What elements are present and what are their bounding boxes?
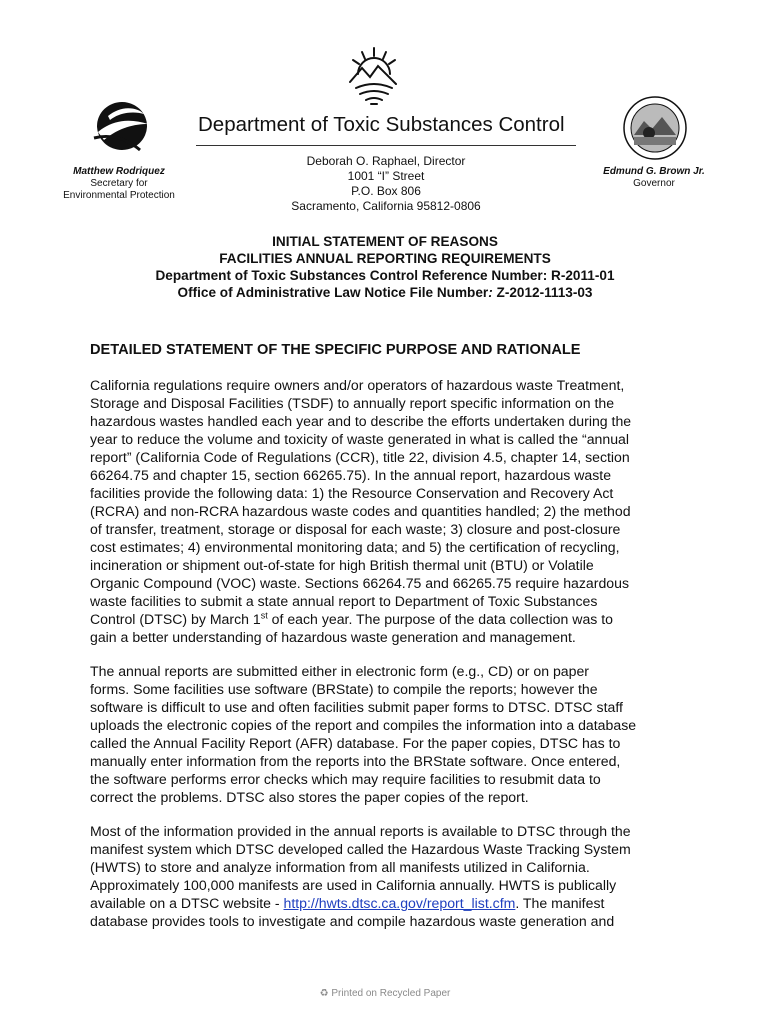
letterhead-divider: [196, 145, 576, 146]
paragraph-line: incineration or shipment out-of-state for high British thermal unit (BTU) or Volatile: [90, 557, 594, 573]
recycled-paper-footer: [280, 988, 490, 999]
heading-line-4: [60, 284, 710, 301]
heading-line-4-colon: :: [488, 285, 493, 300]
paragraph-line: year to reduce the volume and toxicity of waste generated in what is called the “annual: [90, 431, 630, 447]
heading-line-3: Department of Toxic Substances Control Reference Number: R-2011-01: [155, 268, 615, 283]
paragraph-line: correct the problems. DTSC also stores the paper copies of the report.: [90, 789, 529, 805]
paragraph-line: cost estimates; 4) environmental monitoring data; and 5) the certification of recycling,: [90, 539, 620, 555]
california-state-seal-icon: [622, 95, 688, 161]
paragraph-line: uploads the electronic copies of the report and compiles the information into a database: [90, 717, 637, 733]
paragraph-line: Organic Compound (VOC) waste. Sections 66264.75 and 66265.75 require hazardous: [90, 575, 630, 591]
footer-text: Printed on Recycled Paper: [331, 988, 451, 999]
paragraph-line: called the Annual Facility Report (AFR) database. For the paper copies, DTSC has to: [90, 735, 621, 751]
paragraph-line: waste facilities to submit a state annual report to Department of Toxic Substances: [90, 593, 598, 609]
department-name: Department of Toxic Substances Control: [198, 113, 565, 136]
paragraph-line: facilities provide the following data: 1) the Resource Conservation and Recovery Act: [90, 485, 614, 501]
section-title: DETAILED STATEMENT OF THE SPECIFIC PURPOSE AND RATIONALE: [90, 342, 581, 358]
paragraph-1: [90, 376, 690, 646]
governor-block: [584, 166, 724, 190]
document-heading: [60, 233, 710, 301]
secretary-block: [44, 166, 194, 202]
paragraph-line: manually enter information from the reports into the BRState software. Once entered,: [90, 753, 621, 769]
paragraph-line: [90, 610, 690, 628]
heading-line-1: INITIAL STATEMENT OF REASONS: [272, 234, 498, 249]
po-box: P.O. Box 806: [351, 184, 421, 198]
paragraph-line: gain a better understanding of hazardous waste generation and management.: [90, 629, 576, 645]
paragraph-line: hazardous wastes handled each year and to describe the efforts undertaken during the: [90, 413, 632, 429]
governor-title: Governor: [633, 178, 675, 189]
paragraph-3: [90, 822, 690, 930]
paragraph-line: Storage and Disposal Facilities (TSDF) to annually report specific information on the: [90, 395, 615, 411]
paragraph-line: the software performs error checks which may require facilities to resubmit data to: [90, 771, 601, 787]
paragraph-line: software is difficult to use and often facilities submit paper forms to DTSC. DTSC staff: [90, 699, 623, 715]
governor-name: Edmund G. Brown Jr.: [603, 166, 705, 177]
paragraph-line: [90, 894, 690, 912]
city-state-zip: Sacramento, California 95812-0806: [291, 199, 481, 213]
paragraph-line-part: of each year. The purpose of the data collection was to: [267, 611, 614, 627]
secretary-title-line-2: Environmental Protection: [63, 190, 175, 201]
paragraph-line: database provides tools to investigate and compile hazardous waste generation and: [90, 913, 615, 929]
paragraph-line: Approximately 100,000 manifests are used in California annually. HWTS is publically: [90, 877, 617, 893]
hwts-report-link[interactable]: http://hwts.dtsc.ca.gov/report_list.cfm: [283, 895, 516, 911]
paragraph-line-part: available on a DTSC website -: [90, 895, 284, 911]
calepa-logo-icon: [90, 98, 154, 154]
street-address: 1001 “I” Street: [347, 169, 425, 183]
recycle-icon: ♻: [319, 988, 329, 999]
paragraph-line: California regulations require owners and/or operators of hazardous waste Treatment,: [90, 377, 625, 393]
paragraph-line-part: Control (DTSC) by March 1: [90, 611, 261, 627]
paragraph-line: of transfer, treatment, storage or disposal for each waste; 3) closure and post-closure: [90, 521, 621, 537]
paragraph-line: (HWTS) to store and analyze information from all manifests utilized in California.: [90, 859, 590, 875]
secretary-name: Matthew Rodriquez: [73, 166, 165, 177]
paragraph-line: manifest system which DTSC developed called the Hazardous Waste Tracking System: [90, 841, 631, 857]
dtsc-sun-logo-icon: [338, 44, 410, 110]
paragraph-line: (RCRA) and non-RCRA hazardous waste codes and quantities handled; 2) the method: [90, 503, 631, 519]
heading-line-4-label: Office of Administrative Law Notice File Number: [177, 285, 489, 300]
paragraph-line-part: . The manifest: [515, 895, 605, 911]
paragraph-line: forms. Some facilities use software (BRState) to compile the reports; however the: [90, 681, 598, 697]
paragraph-line: report” (California Code of Regulations (CCR), title 22, division 4.5, chapter 14, section: [90, 449, 630, 465]
paragraph-line: Most of the information provided in the annual reports is available to DTSC through the: [90, 823, 631, 839]
heading-line-4-number: Z-2012-1113-03: [492, 285, 593, 300]
secretary-title-line-1: Secretary for: [90, 178, 148, 189]
paragraph-line: The annual reports are submitted either in electronic form (e.g., CD) or on paper: [90, 663, 589, 679]
paragraph-line: 66264.75 and chapter 15, section 66265.75). In the annual report, hazardous waste: [90, 467, 612, 483]
paragraph-2: [90, 662, 690, 806]
heading-line-2: FACILITIES ANNUAL REPORTING REQUIREMENTS: [219, 251, 551, 266]
director-name: Deborah O. Raphael, Director: [306, 154, 466, 168]
director-address-block: [266, 154, 506, 214]
ordinal-suffix: st: [260, 610, 268, 621]
